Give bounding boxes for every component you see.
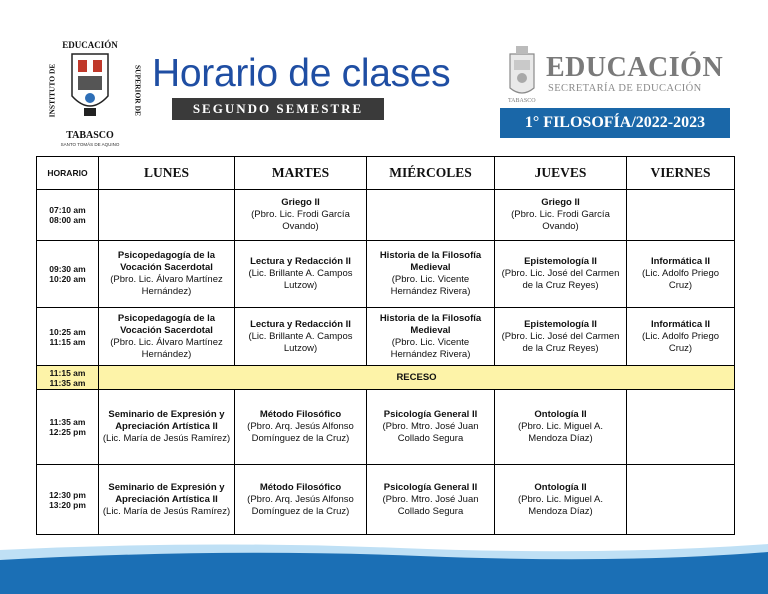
course-title: Ontología II bbox=[534, 481, 587, 493]
group-badge: 1° FILOSOFÍA/2022-2023 bbox=[500, 108, 730, 138]
table-row bbox=[37, 465, 735, 535]
time-value: 11:35 am bbox=[49, 417, 86, 427]
class-cell bbox=[627, 390, 735, 465]
course-title: Método Filosófico bbox=[259, 409, 342, 420]
institute-right-text: SUPERIOR DE bbox=[133, 64, 143, 117]
course-teacher: (Pbro. Lic. Álvaro Martínez Hernández) bbox=[110, 336, 223, 360]
header-jueves: JUEVES bbox=[495, 157, 627, 190]
course-teacher: (Pbro. Mtro. José Juan Collado Segura bbox=[382, 421, 479, 444]
time-cell bbox=[37, 366, 99, 390]
institute-crest-icon bbox=[68, 52, 112, 124]
class-cell bbox=[627, 308, 735, 366]
course-title: Historia de la Filosofía Medieval bbox=[379, 250, 482, 273]
page-title: Horario de clases bbox=[152, 52, 451, 95]
bottom-wave-band bbox=[0, 538, 768, 594]
time-cell bbox=[37, 308, 99, 366]
class-cell bbox=[99, 190, 235, 241]
seg-brand: EDUCACIÓN bbox=[546, 52, 724, 83]
course-teacher: (Lic. María de Jesús Ramírez) bbox=[102, 433, 231, 444]
course-teacher: (Pbro. Lic. Miguel A. Mendoza Díaz) bbox=[517, 493, 603, 517]
recess-cell: RECESO bbox=[99, 366, 735, 390]
class-cell bbox=[627, 190, 735, 241]
course-teacher: (Lic. Brillante A. Campos Lutzow) bbox=[248, 330, 353, 354]
course-title: Método Filosófico bbox=[259, 481, 342, 493]
course-title: Epistemología II bbox=[524, 256, 597, 267]
course-title: Griego II bbox=[281, 197, 320, 208]
course-teacher: (Pbro. Lic. Álvaro Martínez Hernández) bbox=[110, 274, 223, 297]
state-seal-icon bbox=[504, 44, 540, 104]
institute-top-text: EDUCACIÓN bbox=[62, 40, 118, 50]
time-value: 12:25 pm bbox=[49, 427, 86, 437]
course-title: Informática II bbox=[650, 318, 711, 330]
course-title: Lectura y Redacción II bbox=[250, 318, 351, 330]
header-viernes: VIERNES bbox=[627, 157, 735, 190]
class-cell bbox=[235, 390, 367, 465]
table-row bbox=[37, 390, 735, 465]
course-title: Lectura y Redacción II bbox=[250, 256, 351, 267]
course-teacher: (Pbro. Lic. Vicente Hernández Rivera) bbox=[390, 336, 471, 360]
course-teacher: (Pbro. Arq. Jesús Alfonso Domínguez de la Cruz) bbox=[247, 493, 354, 517]
table-row bbox=[37, 308, 735, 366]
course-title: Psicopedagogía de la Vocación Sacerdotal bbox=[117, 250, 216, 273]
institute-logo bbox=[44, 40, 143, 148]
class-cell bbox=[367, 390, 495, 465]
course-title: Seminario de Expresión y Apreciación Artística II bbox=[108, 409, 225, 432]
time-value: 08:00 am bbox=[49, 215, 86, 225]
class-cell bbox=[495, 241, 627, 308]
time-value: 09:30 am bbox=[49, 264, 86, 274]
table-row bbox=[37, 190, 735, 241]
time-cell bbox=[37, 241, 99, 308]
class-cell bbox=[367, 465, 495, 535]
course-teacher: (Pbro. Lic. Miguel A. Mendoza Díaz) bbox=[517, 421, 603, 444]
course-title: Psicología General II bbox=[383, 481, 478, 493]
time-value: 13:20 pm bbox=[49, 499, 86, 510]
class-cell bbox=[235, 465, 367, 535]
time-value: 11:15 am bbox=[49, 336, 86, 347]
course-teacher: (Lic. Brillante A. Campos Lutzow) bbox=[248, 268, 353, 291]
course-title: Epistemología II bbox=[524, 318, 597, 330]
course-teacher: (Lic. Adolfo Priego Cruz) bbox=[641, 330, 720, 354]
course-teacher: (Lic. Adolfo Priego Cruz) bbox=[641, 268, 720, 291]
course-teacher: (Pbro. Arq. Jesús Alfonso Domínguez de la Cruz) bbox=[247, 421, 354, 444]
course-title: Informática II bbox=[650, 256, 711, 267]
course-title: Seminario de Expresión y Apreciación Artística II bbox=[108, 481, 225, 505]
header-martes: MARTES bbox=[235, 157, 367, 190]
semester-label: SEGUNDO SEMESTRE bbox=[172, 98, 384, 120]
time-value: 07:10 am bbox=[49, 205, 86, 215]
institute-bottom-text: TABASCO bbox=[66, 130, 114, 141]
course-title: Griego II bbox=[541, 197, 580, 208]
class-cell bbox=[99, 308, 235, 366]
course-title: Ontología II bbox=[534, 409, 587, 420]
time-value: 11:15 am bbox=[49, 367, 86, 378]
class-cell bbox=[627, 241, 735, 308]
class-cell bbox=[99, 390, 235, 465]
time-value: 10:20 am bbox=[49, 274, 86, 284]
table-row bbox=[37, 366, 735, 390]
course-teacher: (Pbro. Lic. José del Carmen de la Cruz Reyes) bbox=[501, 330, 620, 354]
class-cell bbox=[367, 190, 495, 241]
course-teacher: (Pbro. Lic. Frodi García Ovando) bbox=[251, 209, 350, 232]
time-cell bbox=[37, 390, 99, 465]
class-cell bbox=[235, 308, 367, 366]
time-cell bbox=[37, 190, 99, 241]
class-cell bbox=[495, 465, 627, 535]
header-horario: HORARIO bbox=[37, 157, 99, 190]
class-cell bbox=[235, 190, 367, 241]
course-title: Historia de la Filosofía Medieval bbox=[379, 312, 482, 336]
course-teacher: (Pbro. Mtro. José Juan Collado Segura bbox=[382, 493, 479, 517]
header-lunes: LUNES bbox=[99, 157, 235, 190]
course-teacher: (Pbro. Lic. Vicente Hernández Rivera) bbox=[390, 274, 471, 297]
seg-tabasco: TABASCO bbox=[508, 98, 536, 104]
seg-secretaria: SECRETARÍA DE EDUCACIÓN bbox=[548, 83, 702, 94]
institute-motto: SANTO TOMÁS DE AQUINO bbox=[60, 142, 120, 147]
class-cell bbox=[367, 308, 495, 366]
time-value: 10:25 am bbox=[49, 326, 86, 337]
class-cell bbox=[235, 241, 367, 308]
time-cell bbox=[37, 465, 99, 535]
header-miercoles: MIÉRCOLES bbox=[367, 157, 495, 190]
table-row bbox=[37, 241, 735, 308]
course-title: Psicopedagogía de la Vocación Sacerdotal bbox=[117, 312, 216, 336]
class-cell bbox=[627, 465, 735, 535]
class-cell bbox=[495, 190, 627, 241]
schedule-table bbox=[36, 156, 735, 535]
course-teacher: (Pbro. Lic. Frodi García Ovando) bbox=[511, 209, 610, 232]
time-value: 12:30 pm bbox=[49, 489, 86, 500]
institute-left-text: INSTITUTO DE bbox=[47, 63, 57, 118]
class-cell bbox=[99, 241, 235, 308]
table-header-row bbox=[37, 157, 735, 190]
class-cell bbox=[495, 308, 627, 366]
class-cell bbox=[99, 465, 235, 535]
class-cell bbox=[367, 241, 495, 308]
class-cell bbox=[495, 390, 627, 465]
course-teacher: (Pbro. Lic. José del Carmen de la Cruz Reyes) bbox=[501, 268, 620, 291]
time-value: 11:35 am bbox=[49, 377, 86, 388]
course-teacher: (Lic. María de Jesús Ramírez) bbox=[102, 505, 231, 517]
course-title: Psicología General II bbox=[383, 409, 478, 420]
